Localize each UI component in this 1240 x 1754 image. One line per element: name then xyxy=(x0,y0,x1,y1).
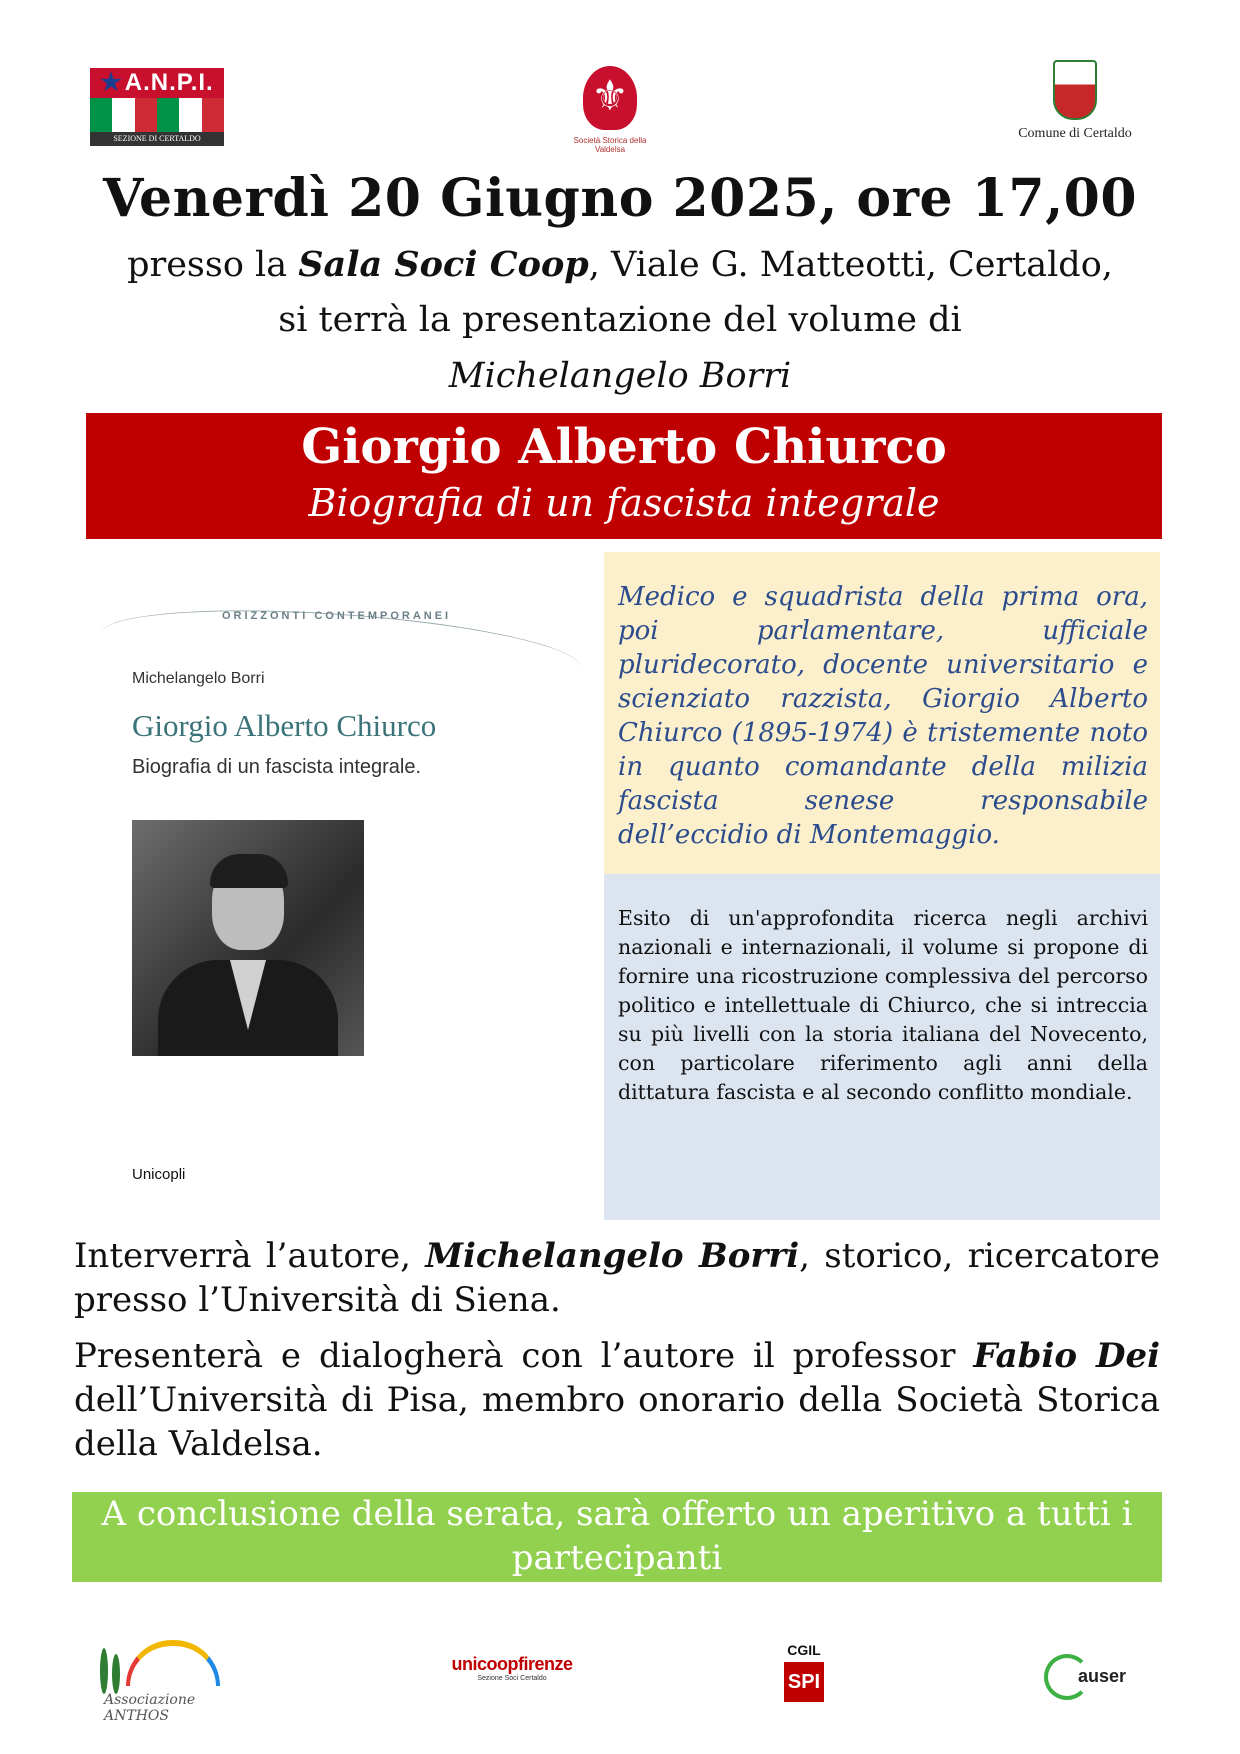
portrait-image xyxy=(132,820,364,1056)
moderator-paragraph xyxy=(74,1334,1160,1466)
ssv-caption: Società Storica della Valdelsa xyxy=(573,136,647,154)
description-text: Esito di un'approfondita ricerca negli archivi nazionali e internazionali, il volume si propone di fornire una ricostruzione complessiva del percorso politico e intellettuale di Chiurco, che si intreccia su più livelli con la storia italiana del Novecento, con particolare riferimento agli anni della dittatura fascista e al secondo conflitto mondiale. xyxy=(618,906,1148,1104)
unicoop-name: unicoopfirenze xyxy=(451,1654,573,1674)
venue-pre: presso la xyxy=(127,245,299,285)
coat-of-arms-icon xyxy=(1053,60,1097,120)
aperitivo-banner: A conclusione della serata, sarà offerto un aperitivo a tutti i partecipanti xyxy=(72,1492,1162,1582)
summary-text: Medico e squadrista della prima ora, poi parlamentare, ufficiale pluridecorato, docente universitario e scienziato razzista, Giorgio Alberto Chiurco (1895-1974) è tristemente noto in quanto comandante della milizia fascista senese responsabile dell’eccidio di Montemaggio. xyxy=(618,582,1148,850)
venue-name: Sala Soci Coop xyxy=(298,244,589,285)
florentine-lily-icon xyxy=(583,66,637,130)
comune-certaldo-logo xyxy=(1005,60,1145,150)
cover-title: Giorgio Alberto Chiurco xyxy=(132,708,437,743)
societa-storica-logo xyxy=(560,66,660,152)
certaldo-caption: Comune di Certaldo xyxy=(1018,126,1132,141)
p1-speaker-name: Michelangelo Borri xyxy=(425,1236,800,1276)
cypress-icon xyxy=(112,1654,120,1694)
book-subtitle: Biografia di un fascista integrale xyxy=(308,481,940,525)
anthos-logo xyxy=(96,1640,216,1724)
unicoop-sub: Sezione Soci Certaldo xyxy=(477,1675,547,1682)
auser-logo xyxy=(1044,1654,1154,1700)
spi-text: SPI xyxy=(784,1662,824,1702)
rainbow-icon xyxy=(126,1640,220,1686)
unicoop-logo xyxy=(432,1654,592,1694)
p1-post: , storico, ricercatore presso l’Università di Siena. xyxy=(74,1236,1161,1320)
p2-post: dell’Università di Pisa, membro onorario della Società Storica della Valdelsa. xyxy=(74,1380,1160,1464)
anpi-name: A.N.P.I. xyxy=(124,69,214,96)
italian-flag xyxy=(90,98,224,132)
star-icon: ★ xyxy=(100,69,123,96)
cypress-icon xyxy=(100,1648,108,1694)
book-cover xyxy=(96,566,586,1202)
venue-address: , Viale G. Matteotti, Certaldo, xyxy=(588,245,1113,285)
description-box xyxy=(604,874,1160,1220)
p2-pre: Presenterà e dialogherà con l’autore il professor xyxy=(74,1336,974,1376)
book-title-banner xyxy=(86,413,1162,539)
cover-subtitle: Biografia di un fascista integrale. xyxy=(132,756,422,778)
auser-name: auser xyxy=(1078,1666,1127,1686)
p2-moderator-name: Fabio Dei xyxy=(973,1336,1161,1376)
presentation-line: si terrà la presentazione del volume di xyxy=(278,300,962,340)
author-line: Michelangelo Borri xyxy=(448,356,792,396)
cgil-spi-logo xyxy=(782,1642,826,1710)
cgil-text: CGIL xyxy=(787,1642,821,1658)
book-title: Giorgio Alberto Chiurco xyxy=(301,419,947,475)
summary-box xyxy=(604,552,1160,874)
event-date: Venerdì 20 Giugno 2025, ore 17,00 xyxy=(102,168,1138,229)
cover-author: Michelangelo Borri xyxy=(132,670,265,687)
cover-publisher: Unicopli xyxy=(132,1166,186,1183)
speaker-paragraph xyxy=(74,1234,1160,1322)
anpi-sub: SEZIONE DI CERTALDO xyxy=(90,132,224,146)
venue-line xyxy=(0,244,1240,285)
anthos-caption: Associazione ANTHOS xyxy=(104,1692,196,1724)
anpi-logo xyxy=(90,68,224,146)
cover-series: ORIZZONTI CONTEMPORANEI xyxy=(222,610,452,622)
p1-pre: Interverrà l’autore, xyxy=(74,1236,426,1276)
